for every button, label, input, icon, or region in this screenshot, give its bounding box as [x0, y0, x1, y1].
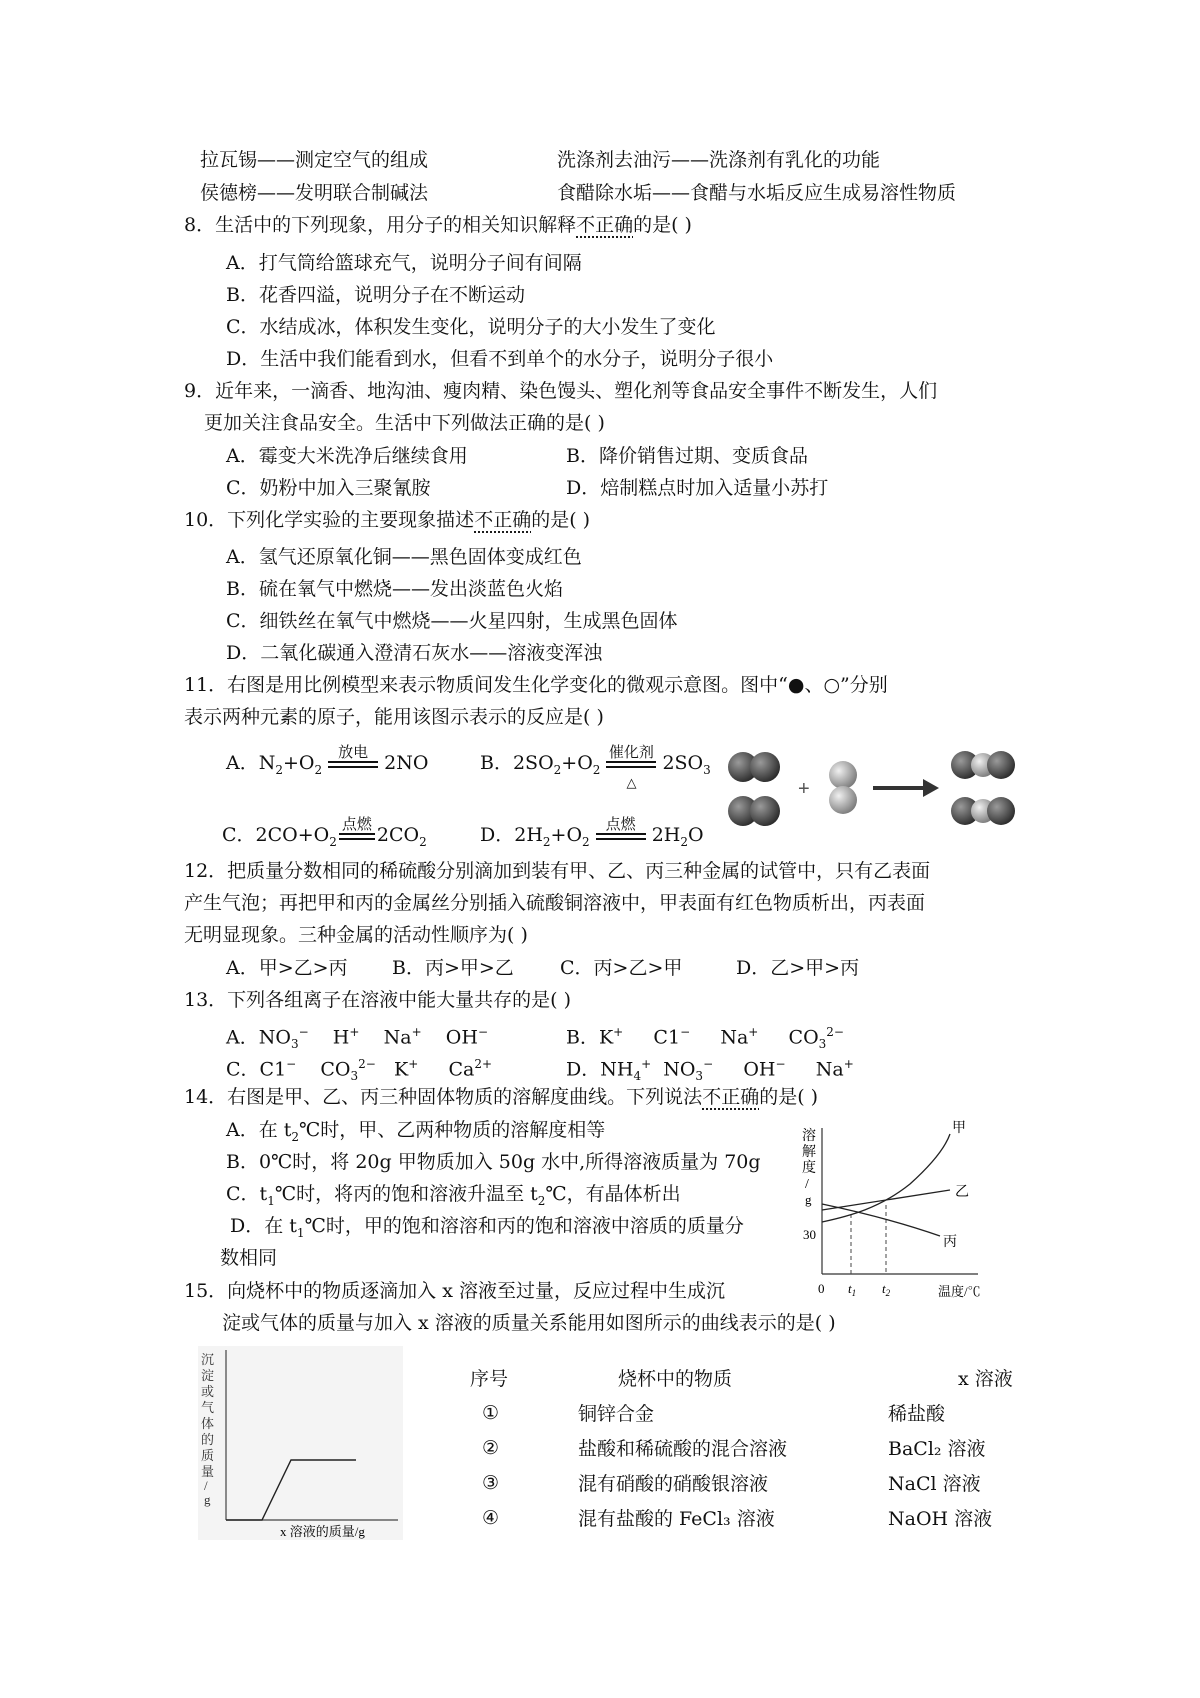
y-label-8: 量 [201, 1464, 215, 1479]
q11-option-b: B．$2SO_2+O_2$ 催化剂 △ $2SO_3$ [480, 742, 711, 791]
table-cell: 铜锌合金 [578, 1403, 655, 1425]
precip-curve [226, 1460, 356, 1520]
y-label-3: 度 [802, 1161, 816, 1176]
q9-option-c: C．奶粉中加入三聚氰胺 [226, 477, 431, 499]
table-cell: NaOH 溶液 [888, 1508, 993, 1530]
q15-stem-2: 淀或气体的质量与加入 x 溶液的质量关系能用如图所示的曲线表示的是( ) [222, 1312, 836, 1334]
y-label-9: / [204, 1478, 208, 1493]
table-cell: ① [482, 1401, 500, 1424]
table-cell: 稀盐酸 [888, 1403, 946, 1425]
reactant-molecule-2 [728, 796, 780, 826]
q12-stem-2: 产生气泡；再把甲和丙的金属丝分别插入硫酸铜溶液中，甲表面有红色物质析出，丙表面 [184, 892, 926, 914]
reactant-molecule-3 [829, 761, 857, 814]
y-label-1: 沉 [201, 1352, 215, 1367]
y-label-5: g [805, 1192, 812, 1207]
q15-table [470, 1360, 1098, 1535]
y-axis-label [802, 1127, 816, 1207]
q12-option-a: A．甲>乙>丙 [226, 957, 348, 979]
q14-option-d: D．在 $t_1℃$时，甲的饱和溶溶和丙的饱和溶液中溶质的质量分 [230, 1215, 744, 1240]
q9-stem-1: 9．近年来，一滴香、地沟油、瘦肉精、染色馒头、塑化剂等食品安全事件不断发生，人们 [184, 380, 938, 402]
table-cell: NaCl 溶液 [888, 1473, 981, 1495]
product-molecule-1 [951, 751, 1015, 779]
x-tick-t2: $t_2$ [882, 1281, 891, 1298]
y-label-4: 气 [201, 1400, 215, 1415]
intro-line-2a: 侯德榜——发明联合制碱法 [200, 182, 429, 204]
reactant-molecule-1 [728, 752, 780, 782]
y-label-6: 的 [201, 1432, 215, 1447]
x-axis-label: x 溶液的质量/g [280, 1524, 365, 1539]
q13-option-d: D．$NH_4^+$ $NO_3^-$ OH− Na+ [566, 1057, 854, 1084]
table-row [470, 1430, 1098, 1465]
q12-stem-1: 12．把质量分数相同的稀硫酸分别滴加到装有甲、乙、丙三种金属的试管中，只有乙表面 [184, 860, 931, 882]
q9-option-a: A．霉变大米洗净后继续食用 [226, 445, 468, 467]
y-label-2: 解 [802, 1145, 816, 1160]
y-label-1: 溶 [802, 1129, 816, 1144]
y-label-10: g [204, 1492, 211, 1507]
series-bing-line [822, 1204, 940, 1236]
q9-option-d: D．焙制糕点时加入适量小苏打 [566, 477, 829, 499]
series-bing-label: 丙 [943, 1235, 957, 1250]
q14-option-d-cont: 数相同 [220, 1247, 278, 1269]
q11-option-d: D．$2H_2+O_2$ 点燃 $2H_2O$ [480, 814, 704, 849]
molecule-diagram [725, 745, 1025, 835]
x-tick-t1: $t_1$ [848, 1281, 857, 1298]
q13-option-b: B．K+ C1− Na+ $CO_3^{2-}$ [566, 1025, 844, 1052]
q14-option-a: A．在 $t_2℃$时，甲、乙两种物质的溶解度相等 [226, 1119, 606, 1144]
q8-option-a: A．打气筒给篮球充气，说明分子间有间隔 [226, 252, 582, 274]
q14-stem: 14．右图是甲、乙、丙三种固体物质的溶解度曲线。下列说法不正确的是( ) [184, 1086, 819, 1108]
y-axis-label [201, 1352, 214, 1507]
intro-line-1b: 洗涤剂去油污——洗涤剂有乳化的功能 [557, 149, 881, 171]
q13-option-c: C．C1− $CO_3^{2-}$ K+ $Ca^{2+}$ [226, 1057, 493, 1084]
intro-line-1a: 拉瓦锡——测定空气的组成 [200, 149, 429, 171]
y-label-2: 淀 [201, 1368, 215, 1383]
q10-option-a: A．氢气还原氧化铜——黑色固体变成红色 [226, 546, 582, 568]
y-label-5: 体 [201, 1416, 215, 1431]
plus-sign: + [798, 778, 810, 800]
header-cell: x 溶液 [958, 1368, 1013, 1390]
table-row [470, 1500, 1098, 1535]
q8-stem: 8．生活中的下列现象，用分子的相关知识解释不正确的是( ) [184, 214, 692, 236]
q10-option-c: C．细铁丝在氧气中燃烧——火星四射，生成黑色固体 [226, 610, 678, 632]
y-tick-30: 30 [803, 1227, 816, 1242]
product-molecule-2 [951, 797, 1015, 825]
q13-stem: 13．下列各组离子在溶液中能大量共存的是( ) [184, 989, 572, 1011]
intro-line-2b: 食醋除水垢——食醋与水垢反应生成易溶性物质 [557, 182, 957, 204]
q14-option-b: B．0℃时，将 20g 甲物质加入 50g 水中,所得溶液质量为 70g [226, 1151, 761, 1173]
table-cell: ③ [482, 1471, 500, 1494]
table-cell: ② [482, 1436, 500, 1459]
q12-option-d: D．乙>甲>丙 [736, 957, 860, 979]
series-jia-label: 甲 [952, 1121, 966, 1136]
table-cell: BaCl₂ 溶液 [888, 1438, 986, 1460]
q11-stem-2: 表示两种元素的原子，能用该图示表示的反应是( ) [184, 706, 604, 728]
table-header-row [470, 1360, 1098, 1395]
q10-option-b: B．硫在氧气中燃烧——发出淡蓝色火焰 [226, 578, 563, 600]
header-cell: 序号 [470, 1368, 509, 1390]
table-cell: 盐酸和稀硫酸的混合溶液 [578, 1438, 788, 1460]
table-cell: 混有盐酸的 FeCl₃ 溶液 [578, 1508, 775, 1530]
header-cell: 烧杯中的物质 [618, 1368, 733, 1390]
q11-stem-1: 11．右图是用比例模型来表示物质间发生化学变化的微观示意图。图中“●、○”分别 [184, 674, 888, 696]
q10-option-d: D．二氧化碳通入澄清石灰水——溶液变浑浊 [226, 642, 603, 664]
y-label-7: 质 [201, 1448, 215, 1463]
x-axis-label: 温度/℃ [938, 1284, 981, 1299]
table-cell: 混有硝酸的硝酸银溶液 [578, 1473, 769, 1495]
q8-option-d: D．生活中我们能看到水，但看不到单个的水分子，说明分子很小 [226, 348, 774, 370]
q8-option-b: B．花香四溢，说明分子在不断运动 [226, 284, 525, 306]
q10-stem: 10．下列化学实验的主要现象描述不正确的是( ) [184, 509, 591, 531]
precip-chart [198, 1346, 403, 1540]
q14-option-c: C．$t_1℃$时，将丙的饱和溶液升温至 $t_2℃$，有晶体析出 [226, 1183, 681, 1208]
y-label-3: 或 [201, 1384, 215, 1399]
q12-option-b: B．丙>甲>乙 [392, 957, 514, 979]
q8-option-c: C．水结成冰，体积发生变化，说明分子的大小发生了变化 [226, 316, 716, 338]
y-label-4: / [805, 1177, 809, 1192]
q11-option-c: C．$2CO+O_2$ 点燃 $2CO_2$ [222, 814, 427, 849]
table-row [470, 1465, 1098, 1500]
x-tick-0: 0 [818, 1281, 825, 1296]
q15-stem-1: 15．向烧杯中的物质逐滴加入 x 溶液至过量，反应过程中生成沉 [184, 1280, 725, 1302]
solubility-chart [800, 1118, 1000, 1300]
table-row [470, 1395, 1098, 1430]
arrow-icon [873, 779, 939, 797]
q13-option-a: A．$NO_3^-$ H+ Na+ OH− [226, 1025, 488, 1052]
series-yi-label: 乙 [955, 1185, 969, 1200]
q9-option-b: B．降价销售过期、变质食品 [566, 445, 808, 467]
q12-stem-3: 无明显现象。三种金属的活动性顺序为( ) [184, 924, 528, 946]
q11-option-a: A．$N_2+O_2$ 放电 2NO [226, 742, 429, 777]
table-cell: ④ [482, 1506, 500, 1529]
q9-stem-2: 更加关注食品安全。生活中下列做法正确的是( ) [204, 412, 605, 434]
q12-option-c: C．丙>乙>甲 [560, 957, 683, 979]
